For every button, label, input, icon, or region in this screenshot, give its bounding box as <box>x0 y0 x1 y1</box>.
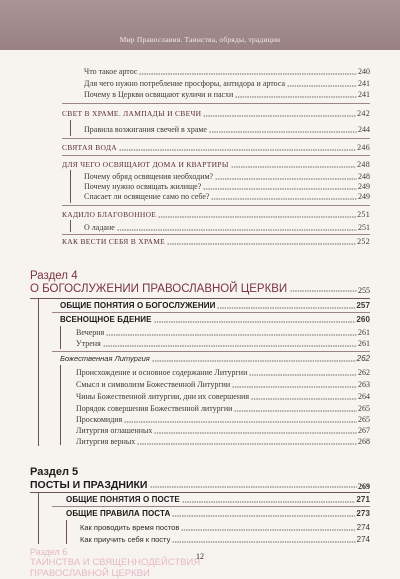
indent-bracket <box>66 520 67 544</box>
leader-dots <box>231 166 356 168</box>
leader-dots <box>217 307 355 309</box>
leader-dots <box>209 131 357 133</box>
toc-entry[interactable]: Почему в Церкви освящают куличи и пасхи 241 <box>84 90 370 99</box>
indent-bracket <box>70 220 71 232</box>
leader-dots <box>172 515 355 517</box>
leader-dots <box>287 85 357 87</box>
leader-dots <box>119 149 356 151</box>
leader-dots <box>137 443 357 445</box>
toc-entry-chapter[interactable]: ОБЩИЕ ПОНЯТИЯ О ПОСТЕ 271 <box>66 495 370 504</box>
toc-entry[interactable]: Литургия оглашенных 267 <box>76 426 370 435</box>
toc-entry-chapter[interactable]: СВЕТ В ХРАМЕ. ЛАМПАДЫ И СВЕЧИ 242 <box>62 109 370 118</box>
divider <box>62 205 370 206</box>
toc-entry[interactable]: Литургия верных 268 <box>76 437 370 446</box>
toc-entry[interactable]: Что такое артос 240 <box>84 67 370 76</box>
divider <box>62 155 370 156</box>
indent-bracket <box>70 170 71 203</box>
section-4-rule <box>30 298 370 299</box>
leader-dots <box>182 501 355 503</box>
leader-dots <box>117 229 357 231</box>
section-5-bracket <box>38 492 39 544</box>
section-5-rule <box>30 492 370 493</box>
leader-dots <box>152 360 356 362</box>
leader-dots <box>203 188 357 190</box>
toc-entry[interactable]: Проскомидия 265 <box>76 415 370 424</box>
toc-entry[interactable]: Почему обряд освящения необходим? 248 <box>84 172 370 181</box>
leader-dots <box>103 345 357 347</box>
indent-bracket <box>70 120 71 136</box>
divider <box>52 312 370 313</box>
toc-entry[interactable]: Утреня 261 <box>76 339 370 348</box>
leader-dots <box>203 115 356 117</box>
leader-dots <box>167 243 356 245</box>
leader-dots <box>124 421 357 423</box>
running-header-title: Мир Православия. Таинства, обряды, традиции <box>119 35 281 44</box>
divider <box>62 234 370 235</box>
leader-dots <box>150 486 357 488</box>
toc-entry[interactable]: Порядок совершения Божественной литургии 265 <box>76 404 370 413</box>
toc-entry[interactable]: О ладане 251 <box>84 223 370 232</box>
leader-dots <box>181 529 355 531</box>
divider <box>62 103 370 104</box>
toc-entry-chapter[interactable]: СВЯТАЯ ВОДА 246 <box>62 143 370 152</box>
toc-entry-chapter[interactable]: Божественная Литургия 262 <box>60 354 370 363</box>
toc-entry-chapter[interactable]: ОБЩИЕ ПРАВИЛА ПОСТА 273 <box>66 509 370 518</box>
leader-dots <box>154 321 356 323</box>
leader-dots <box>215 178 357 180</box>
leader-dots <box>290 290 357 292</box>
toc-entry[interactable]: Почему нужно освящать жилище? 249 <box>84 182 370 191</box>
bleed-through-text: ПРАВОСЛАВНОЙ ЦЕРКВИ <box>30 568 150 579</box>
leader-dots <box>251 398 357 400</box>
leader-dots <box>232 386 357 388</box>
bleed-through-text: ТАИНСТВА И СВЯЩЕННОДЕЙСТВИЯ <box>30 557 201 568</box>
toc-entry[interactable]: Как проводить время постов 274 <box>80 523 370 532</box>
leader-dots <box>158 216 356 218</box>
bleed-through-text: Раздел 6 <box>30 547 68 557</box>
section-4-bracket <box>38 298 39 446</box>
toc-entry-chapter[interactable]: ДЛЯ ЧЕГО ОСВЯЩАЮТ ДОМА И КВАРТИРЫ 248 <box>62 160 370 169</box>
section-4-label: Раздел 4 <box>30 270 78 282</box>
toc-entry[interactable]: Вечерня 261 <box>76 328 370 337</box>
leader-dots <box>106 334 357 336</box>
section-5-label: Раздел 5 <box>30 466 79 478</box>
toc-entry-chapter[interactable]: КАДИЛО БЛАГОВОННОЕ 251 <box>62 210 370 219</box>
leader-dots <box>172 541 355 543</box>
toc-entry[interactable]: Смысл и символизм Божественной Литургии 263 <box>76 380 370 389</box>
toc-entry[interactable]: Происхождение и основное содержание Литургии 262 <box>76 368 370 377</box>
page-number: 12 <box>196 552 204 561</box>
leader-dots <box>154 432 357 434</box>
indent-bracket <box>60 365 61 445</box>
section-5-title[interactable]: ПОСТЫ И ПРАЗДНИКИ 269 <box>30 479 370 491</box>
section-4-title[interactable]: О БОГОСЛУЖЕНИИ ПРАВОСЛАВНОЙ ЦЕРКВИ 255 <box>30 283 370 295</box>
leader-dots <box>249 374 357 376</box>
toc-entry[interactable]: Для чего нужно потребление просфоры, антидора и артоса 241 <box>84 79 370 88</box>
leader-dots <box>235 96 357 98</box>
divider <box>52 506 370 507</box>
toc-entry-chapter[interactable]: ОБЩИЕ ПОНЯТИЯ О БОГОСЛУЖЕНИИ 257 <box>60 301 370 310</box>
leader-dots <box>211 198 357 200</box>
toc-entry[interactable]: Чины Божественной литургии, дни их совершения 264 <box>76 392 370 401</box>
toc-entry[interactable]: Как приучить себя к посту 274 <box>80 535 370 544</box>
toc-entry-chapter[interactable]: ВСЕНОЩНОЕ БДЕНИЕ 260 <box>60 315 370 324</box>
toc-entry[interactable]: Спасает ли освящение само по себе? 249 <box>84 192 370 201</box>
toc-entry[interactable]: Правила возжигания свечей в храме 244 <box>84 125 370 134</box>
toc-entry-chapter[interactable]: КАК ВЕСТИ СЕБЯ В ХРАМЕ 252 <box>62 237 370 246</box>
divider <box>52 351 370 352</box>
leader-dots <box>234 410 357 412</box>
divider <box>62 138 370 139</box>
leader-dots <box>139 73 357 75</box>
indent-bracket <box>60 326 61 349</box>
running-header <box>0 0 400 50</box>
